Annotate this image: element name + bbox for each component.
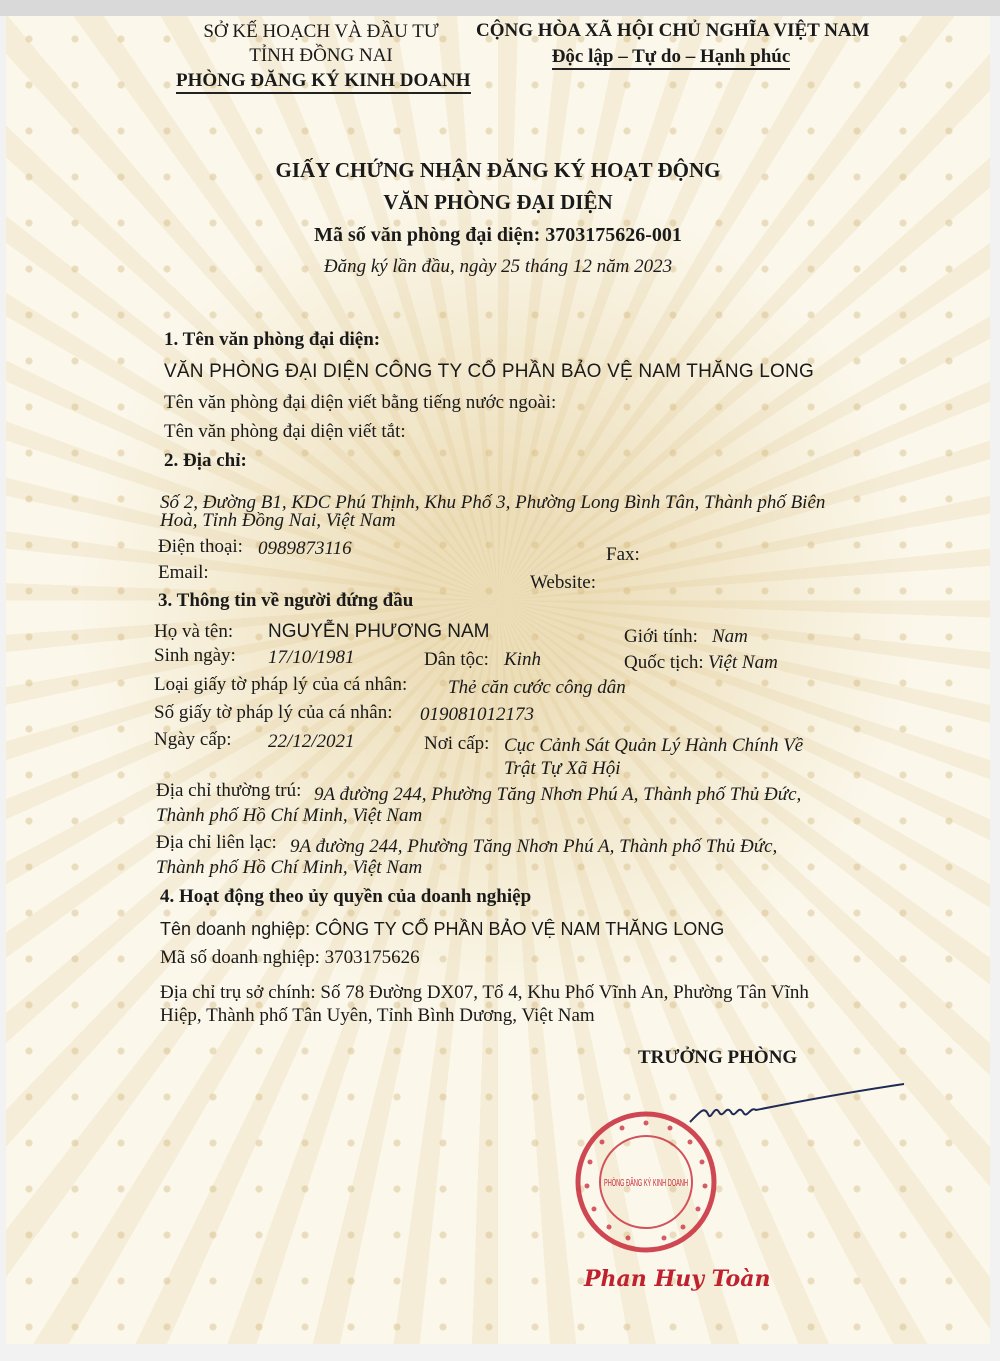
office-code: Mã số văn phòng đại diện: 3703175626-001 bbox=[314, 224, 682, 246]
residence-label: Địa chỉ thường trú: bbox=[156, 780, 302, 801]
residence-line-2: Thành phố Hồ Chí Minh, Việt Nam bbox=[156, 805, 423, 826]
address-line-2: Hoà, Tỉnh Đồng Nai, Việt Nam bbox=[160, 510, 396, 531]
header-left bbox=[176, 20, 471, 94]
ethnic-label: Dân tộc: bbox=[424, 649, 489, 670]
abbr-name-label: Tên văn phòng đại diện viết tắt: bbox=[164, 421, 406, 442]
doc-number-label: Số giấy tờ pháp lý của cá nhân: bbox=[154, 702, 393, 723]
header-right bbox=[476, 18, 870, 71]
phone-label: Điện thoại: bbox=[158, 536, 243, 557]
issue-date-label: Ngày cấp: bbox=[154, 729, 232, 750]
foreign-name-label: Tên văn phòng đại diện viết bằng tiếng nước ngoài: bbox=[164, 392, 557, 413]
doc-type-value: Thẻ căn cước công dân bbox=[448, 677, 626, 698]
residence-line-1: 9A đường 244, Phường Tăng Nhơn Phú A, Thành phố Thủ Đức, bbox=[314, 784, 802, 805]
issue-place-label: Nơi cấp: bbox=[424, 733, 490, 754]
section1-heading: 1. Tên văn phòng đại diện: bbox=[164, 329, 381, 350]
handwritten-signature bbox=[686, 1082, 906, 1152]
nation-line: CỘNG HÒA XÃ HỘI CHỦ NGHĨA VIỆT NAM bbox=[476, 20, 870, 41]
doc-type-label: Loại giấy tờ pháp lý của cá nhân: bbox=[154, 674, 408, 695]
dob-value: 17/10/1981 bbox=[268, 647, 355, 668]
gender-label: Giới tính: bbox=[624, 626, 698, 647]
nationality-label: Quốc tịch: bbox=[624, 652, 704, 673]
doc-number-value: 019081012173 bbox=[420, 704, 534, 725]
stamp-label: PHÒNG ĐĂNG KÝ KINH DOANH bbox=[604, 1177, 762, 1189]
signer-role: TRƯỞNG PHÒNG bbox=[638, 1047, 798, 1068]
issue-place-line-1: Cục Cảnh Sát Quản Lý Hành Chính Về bbox=[504, 735, 804, 756]
ministry-line: SỞ KẾ HOẠCH VÀ ĐẦU TƯ bbox=[203, 21, 439, 42]
contact-line-2: Thành phố Hồ Chí Minh, Việt Nam bbox=[156, 857, 423, 878]
dob-label: Sinh ngày: bbox=[154, 645, 236, 666]
office-line: PHÒNG ĐĂNG KÝ KINH DOANH bbox=[176, 68, 466, 94]
document-subtitle: VĂN PHÒNG ĐẠI DIỆN bbox=[383, 190, 613, 214]
email-label: Email: bbox=[158, 562, 209, 583]
section2-heading: 2. Địa chỉ: bbox=[164, 450, 247, 471]
nationality-value: Việt Nam bbox=[708, 652, 778, 673]
motto-line: Độc lập – Tự do – Hạnh phúc bbox=[476, 43, 866, 71]
issue-place-line-2: Trật Tự Xã Hội bbox=[504, 758, 621, 779]
address-line-1: Số 2, Đường B1, KDC Phú Thịnh, Khu Phố 3, Phường Long Bình Tân, Thành phố Biên bbox=[160, 492, 826, 513]
fax-label: Fax: bbox=[606, 544, 640, 565]
ethnic-value: Kinh bbox=[504, 649, 541, 670]
certificate-document bbox=[6, 16, 990, 1344]
issue-date-value: 22/12/2021 bbox=[268, 731, 355, 752]
company-code-line: Mã số doanh nghiệp: 3703175626 bbox=[160, 947, 420, 968]
company-name-line: Tên doanh nghiệp: CÔNG TY CỔ PHẦN BẢO VỆ NAM THĂNG LONG bbox=[160, 919, 725, 939]
website-label: Website: bbox=[530, 572, 597, 593]
name-value: NGUYỄN PHƯƠNG NAM bbox=[268, 621, 490, 642]
office-name: VĂN PHÒNG ĐẠI DIỆN CÔNG TY CỔ PHẦN BẢO VỆ NAM THĂNG LONG bbox=[164, 361, 814, 382]
section3-heading: 3. Thông tin về người đứng đầu bbox=[158, 590, 414, 611]
hq-address-line-2: Hiệp, Thành phố Tân Uyên, Tỉnh Bình Dương, Việt Nam bbox=[160, 1005, 595, 1026]
signer-name: Phan Huy Toàn bbox=[584, 1266, 771, 1292]
contact-label: Địa chỉ liên lạc: bbox=[156, 832, 277, 853]
gender-value: Nam bbox=[712, 626, 748, 647]
registration-date: Đăng ký lần đầu, ngày 25 tháng 12 năm 2023 bbox=[323, 256, 673, 277]
name-label: Họ và tên: bbox=[154, 621, 234, 642]
section4-heading: 4. Hoạt động theo ủy quyền của doanh nghiệp bbox=[160, 886, 532, 907]
document-title: GIẤY CHỨNG NHẬN ĐĂNG KÝ HOẠT ĐỘNG bbox=[275, 158, 721, 182]
hq-address-line-1: Địa chỉ trụ sở chính: Số 78 Đường DX07, Tổ 4, Khu Phố Vĩnh An, Phường Tân Vĩnh bbox=[160, 982, 809, 1003]
screen-top-bar bbox=[0, 0, 1000, 16]
phone-value: 0989873116 bbox=[258, 538, 352, 559]
contact-line-1: 9A đường 244, Phường Tăng Nhơn Phú A, Thành phố Thủ Đức, bbox=[290, 836, 778, 857]
province-line: TỈNH ĐỒNG NAI bbox=[249, 45, 393, 66]
